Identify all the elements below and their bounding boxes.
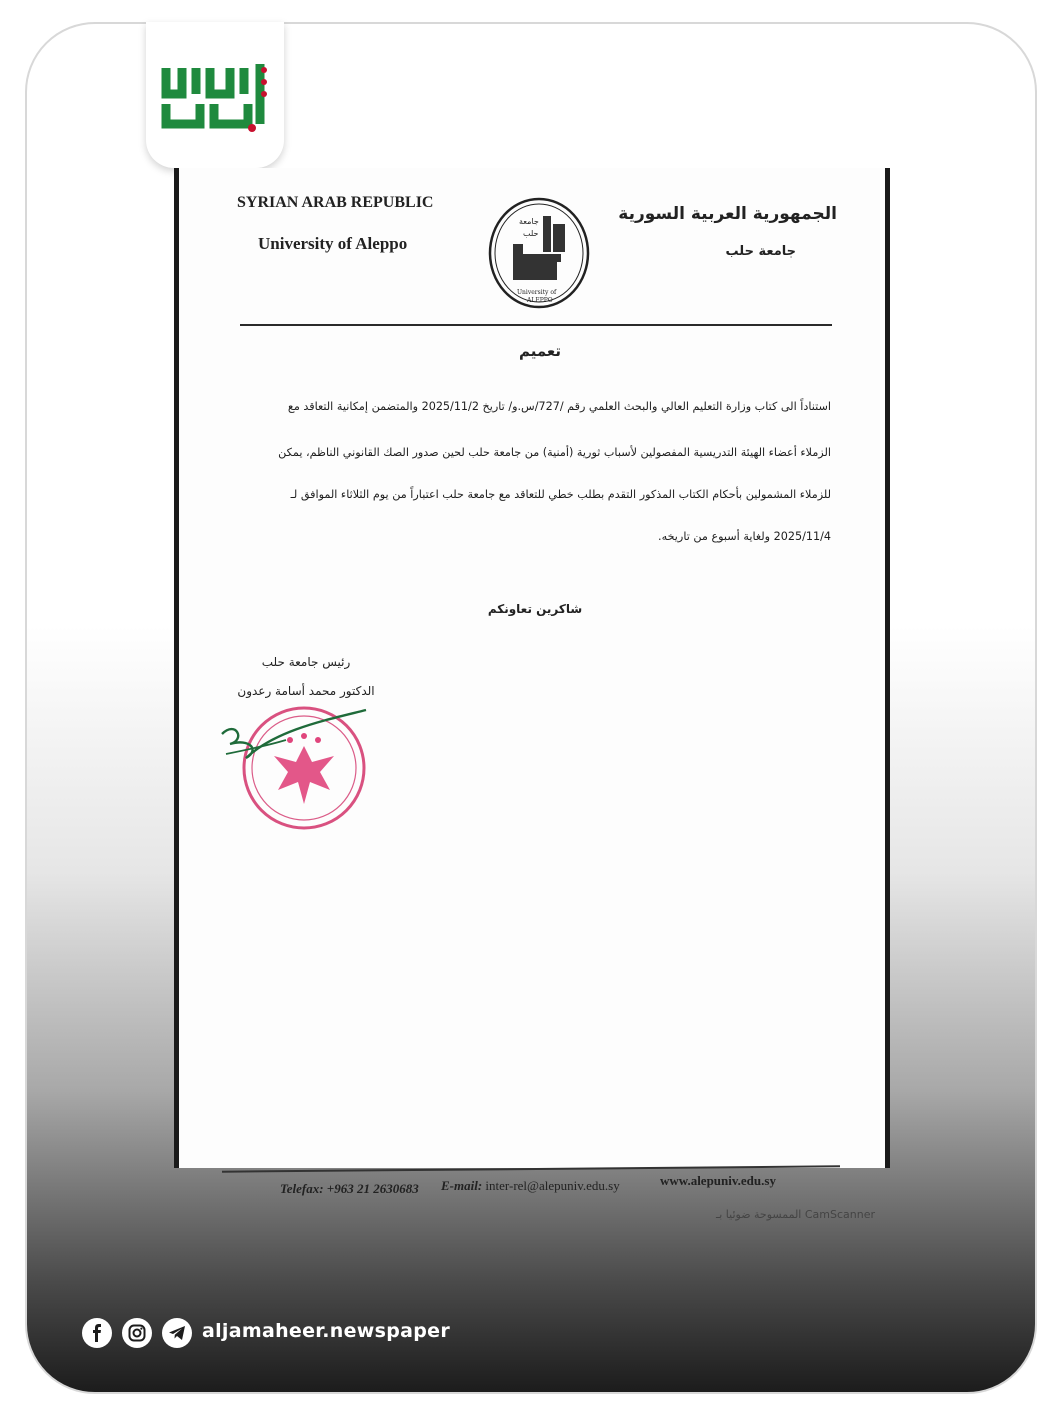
svg-text:ALEPPO: ALEPPO (527, 297, 553, 304)
social-icons (82, 1318, 192, 1348)
footer-email-value: inter-rel@alepuniv.edu.sy (485, 1178, 620, 1193)
telegram-icon[interactable] (162, 1318, 192, 1348)
official-stamp (216, 700, 376, 840)
svg-text:حلب: حلب (523, 229, 539, 238)
letter-body-line-1: استناداً الى كتاب وزارة التعليم العالي والبحث العلمي رقم /727/س.و/ تاريخ 2025/11/2 والمتضمن إمكانية التعاقد مع (287, 400, 831, 413)
footer-telefax: Telefax: +963 21 2630683 (280, 1181, 419, 1196)
footer-website: www.alepuniv.edu.sy (660, 1173, 776, 1188)
letter-body-line-4: 2025/11/4 ولغاية أسبوع من تاريخه. (658, 530, 831, 543)
letter-body-line-2: الزملاء أعضاء الهيئة التدريسية المفصولين لأسباب ثورية (أمنية) من جامعة حلب لحين صدور الصك القانوني الناظم، يمكن (278, 446, 831, 459)
aljamaheer-logo (156, 58, 274, 134)
scanner-watermark: الممسوحة ضوئيا بـ CamScanner (716, 1208, 875, 1221)
instagram-icon[interactable] (122, 1318, 152, 1348)
social-handle[interactable]: aljamaheer.newspaper (202, 1320, 451, 1342)
footer-email (441, 1178, 620, 1194)
footer-email-label: E-mail: (441, 1178, 483, 1193)
logo-tab (146, 22, 284, 168)
svg-text:جامعة: جامعة (519, 217, 539, 226)
signatory-name: الدكتور محمد أسامة رعدون (237, 684, 375, 698)
university-seal (487, 196, 591, 310)
facebook-icon[interactable] (82, 1318, 112, 1348)
header-ar-university: جامعة حلب (725, 244, 796, 259)
letter-body-line-3: للزملاء المشمولين بأحكام الكتاب المذكور التقدم بطلب خطي للتعاقد مع جامعة حلب اعتباراً من يوم الثلاثاء الموافق لـ (290, 488, 831, 501)
header-divider (240, 324, 832, 326)
header-ar-republic: الجمهورية العربية السورية (618, 204, 837, 224)
letter-title: تعميم (518, 342, 562, 360)
header-en-republic: SYRIAN ARAB REPUBLIC (237, 194, 434, 211)
signatory-title: رئيس جامعة حلب (261, 655, 351, 669)
header-en-university: University of Aleppo (258, 234, 408, 253)
svg-text:University of: University of (517, 289, 557, 296)
letter-closing: شاكرين تعاونكم (487, 602, 583, 616)
